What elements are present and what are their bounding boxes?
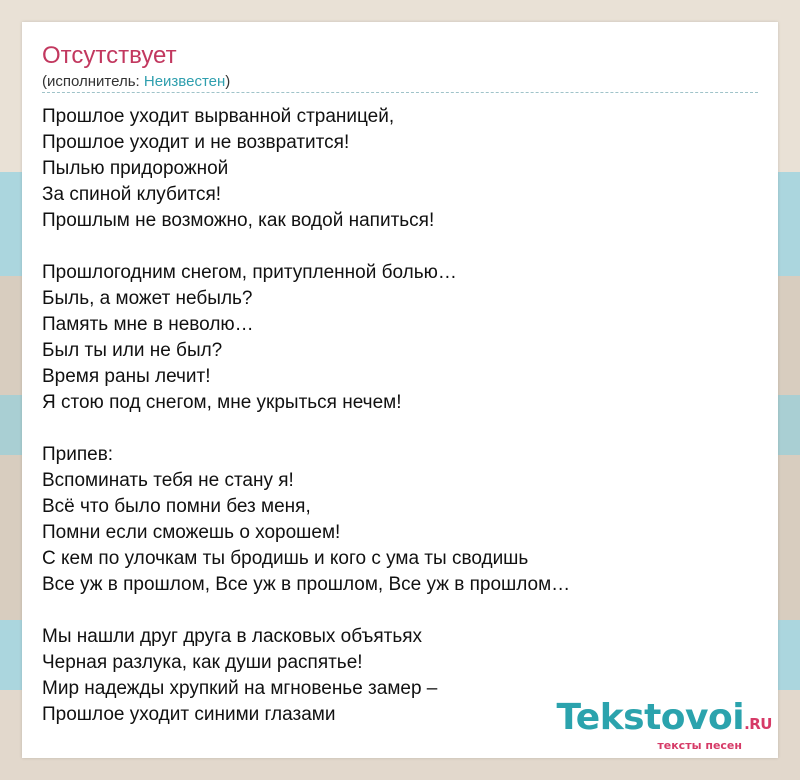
- lyrics-body: [42, 104, 758, 728]
- logo-suffix: .RU: [744, 715, 772, 733]
- lyric-line: Память мне в неволю…: [42, 314, 254, 335]
- lyric-line: Все уж в прошлом, Все уж в прошлом, Все уж в прошлом…: [42, 574, 571, 595]
- lyric-line: Прошлое уходит вырванной страницей,: [42, 106, 395, 127]
- stanza-gap: [42, 234, 758, 260]
- site-logo[interactable]: [557, 699, 772, 752]
- lyric-line: Прошлое уходит и не возвратится!: [42, 132, 350, 153]
- lyric-line: Прошлым не возможно, как водой напиться!: [42, 210, 435, 231]
- artist-line: [42, 73, 230, 90]
- lyric-line: Вспоминать тебя не стану я!: [42, 470, 294, 491]
- stanza-gap: [42, 598, 758, 624]
- logo-wordmark: [557, 699, 772, 743]
- title-divider: [42, 92, 758, 93]
- stanza-1: [42, 104, 758, 234]
- lyric-line: Мы нашли друг друга в ласковых объятьях: [42, 626, 423, 647]
- stanza-3: [42, 442, 758, 598]
- lyric-line: Прошлое уходит синими глазами: [42, 704, 336, 725]
- lyric-line: Мир надежды хрупкий на мгновенье замер –: [42, 678, 438, 699]
- lyric-line: Я стою под снегом, мне укрыться нечем!: [42, 392, 402, 413]
- lyric-line: Прошлогодним снегом, притупленной болью…: [42, 262, 457, 283]
- lyric-line: Пылью придорожной: [42, 158, 229, 179]
- lyric-line: Черная разлука, как души распятье!: [42, 652, 363, 673]
- artist-prefix: (исполнитель:: [42, 73, 144, 90]
- stanza-gap: [42, 416, 758, 442]
- lyric-line: Помни если сможешь о хорошем!: [42, 522, 341, 543]
- lyric-line: Время раны лечит!: [42, 366, 211, 387]
- stanza-2: [42, 260, 758, 416]
- lyric-line: С кем по улочкам ты бродишь и кого с ума ты сводишь: [42, 548, 529, 569]
- artist-link[interactable]: Неизвестен: [143, 73, 226, 90]
- lyric-line: За спиной клубится!: [42, 184, 222, 205]
- chorus-label: Припев:: [42, 444, 114, 465]
- lyric-line: Быль, а может небыль?: [42, 288, 253, 309]
- artist-suffix: ): [225, 73, 231, 90]
- lyric-line: Был ты или не был?: [42, 340, 223, 361]
- lyrics-card: [22, 22, 778, 758]
- song-title: Отсутствует: [42, 42, 177, 69]
- logo-tagline: тексты песен: [657, 739, 742, 752]
- lyric-line: Всё что было помни без меня,: [42, 496, 311, 517]
- logo-main-text: Tekstovoi: [556, 697, 745, 738]
